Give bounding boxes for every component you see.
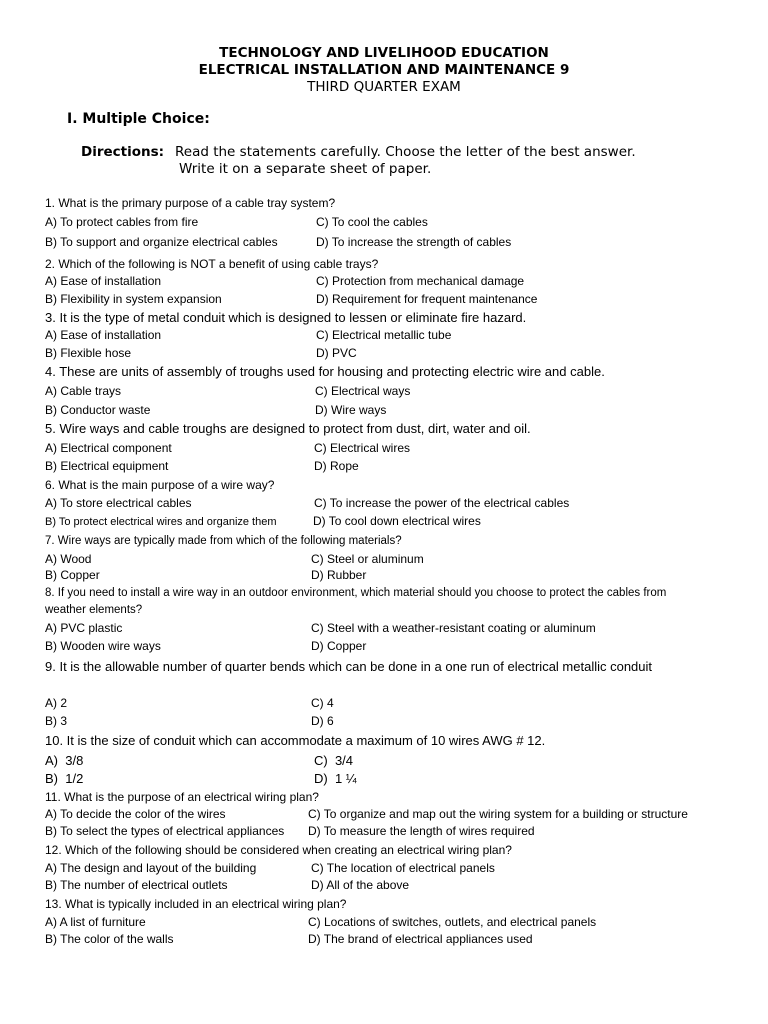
q5-option-c: C) Electrical wires <box>314 441 411 455</box>
q9-option-c: C) 4 <box>311 696 334 710</box>
q3-option-d: D) PVC <box>316 346 357 360</box>
course-title: ELECTRICAL INSTALLATION AND MAINTENANCE 9 <box>198 62 570 78</box>
q9-option-a: A) 2 <box>45 696 68 710</box>
q9-option-b: B) 3 <box>45 714 68 728</box>
question-11: 11. What is the purpose of an electrical wiring plan? <box>45 790 319 804</box>
q3-option-c: C) Electrical metallic tube <box>316 328 452 342</box>
q13-option-d: D) The brand of electrical appliances used <box>308 932 533 946</box>
question-10: 10. It is the size of conduit which can accommodate a maximum of 10 wires AWG # 12. <box>45 733 546 748</box>
q13-option-a: A) A list of furniture <box>45 915 146 929</box>
q4-option-b: B) Conductor waste <box>45 403 151 417</box>
q4-option-c: C) Electrical ways <box>315 384 411 398</box>
q4-option-a: A) Cable trays <box>45 384 122 398</box>
q5-option-a: A) Electrical component <box>45 441 172 455</box>
q7-option-c: C) Steel or aluminum <box>311 552 424 566</box>
q10-option-a: A) 3/8 <box>45 753 84 768</box>
question-3: 3. It is the type of metal conduit which is designed to lessen or eliminate fire hazard. <box>45 310 527 325</box>
q12-option-c: C) The location of electrical panels <box>311 861 495 875</box>
question-2: 2. Which of the following is NOT a benefit of using cable trays? <box>45 257 379 271</box>
q1-option-d: D) To increase the strength of cables <box>316 235 512 249</box>
question-6: 6. What is the main purpose of a wire way? <box>45 478 275 492</box>
q12-option-a: A) The design and layout of the building <box>45 861 257 875</box>
q1-option-c: C) To cool the cables <box>316 215 428 229</box>
question-4: 4. These are units of assembly of troughs used for housing and protecting electric wire and cable. <box>45 364 605 379</box>
q1-option-a: A) To protect cables from fire <box>45 215 199 229</box>
q13-option-b: B) The color of the walls <box>45 932 174 946</box>
q12-option-d: D) All of the above <box>311 878 410 892</box>
question-8: 8. If you need to install a wire way in an outdoor environment, which material should you choose to protect the cables from weather elements? <box>45 587 667 616</box>
directions-line: Write it on a separate sheet of paper. <box>179 161 432 177</box>
q10-option-b: B) 1/2 <box>45 771 84 786</box>
q2-option-b: B) Flexibility in system expansion <box>45 292 222 306</box>
q13-option-c: C) Locations of switches, outlets, and electrical panels <box>308 915 597 929</box>
q6-option-c: C) To increase the power of the electrical cables <box>314 496 570 510</box>
question-1: 1. What is the primary purpose of a cable tray system? <box>45 196 336 210</box>
q11-option-b: B) To select the types of electrical appliances <box>45 824 285 838</box>
directions-text <box>175 144 636 178</box>
directions-line: Read the statements carefully. Choose the letter of the best answer. <box>175 144 636 160</box>
q7-option-b: B) Copper <box>45 568 100 582</box>
q1-option-b: B) To support and organize electrical cables <box>45 235 278 249</box>
question-13: 13. What is typically included in an electrical wiring plan? <box>45 897 347 911</box>
exam-title: THIRD QUARTER EXAM <box>307 79 461 95</box>
q5-option-b: B) Electrical equipment <box>45 459 169 473</box>
q5-option-d: D) Rope <box>314 459 359 473</box>
q9-option-d: D) 6 <box>311 714 334 728</box>
q6-option-a: A) To store electrical cables <box>45 496 192 510</box>
question-5: 5. Wire ways and cable troughs are designed to protect from dust, dirt, water and oil. <box>45 421 531 436</box>
q8-option-c: C) Steel with a weather-resistant coating or aluminum <box>311 621 596 635</box>
q8-option-d: D) Copper <box>311 639 367 653</box>
q11-option-a: A) To decide the color of the wires <box>45 807 226 821</box>
q2-option-d: D) Requirement for frequent maintenance <box>316 292 538 306</box>
q11-option-d: D) To measure the length of wires required <box>308 824 535 838</box>
q8-option-a: A) PVC plastic <box>45 621 123 635</box>
subject-title: TECHNOLOGY AND LIVELIHOOD EDUCATION <box>219 45 549 61</box>
q6-option-b: B) To protect electrical wires and organize them <box>45 516 277 528</box>
question-12: 12. Which of the following should be considered when creating an electrical wiring plan? <box>45 843 512 857</box>
q7-option-d: D) Rubber <box>311 568 367 582</box>
q8-option-b: B) Wooden wire ways <box>45 639 161 653</box>
q7-option-a: A) Wood <box>45 552 92 566</box>
q2-option-c: C) Protection from mechanical damage <box>316 274 525 288</box>
q6-option-d: D) To cool down electrical wires <box>313 514 481 528</box>
q2-option-a: A) Ease of installation <box>45 274 162 288</box>
q4-option-d: D) Wire ways <box>315 403 387 417</box>
q3-option-b: B) Flexible hose <box>45 346 132 360</box>
q12-option-b: B) The number of electrical outlets <box>45 878 228 892</box>
q3-option-a: A) Ease of installation <box>45 328 162 342</box>
q11-option-c: C) To organize and map out the wiring system for a building or structure <box>308 807 688 821</box>
question-7: 7. Wire ways are typically made from which of the following materials? <box>45 535 402 547</box>
q10-option-c: C) 3/4 <box>314 753 354 768</box>
question-9: 9. It is the allowable number of quarter bends which can be done in a one run of electrical metallic conduit <box>45 659 653 674</box>
directions-label: Directions: <box>81 144 165 160</box>
q10-option-d: D) 1 ¼ <box>314 771 357 786</box>
section-title: I. Multiple Choice: <box>67 111 210 127</box>
